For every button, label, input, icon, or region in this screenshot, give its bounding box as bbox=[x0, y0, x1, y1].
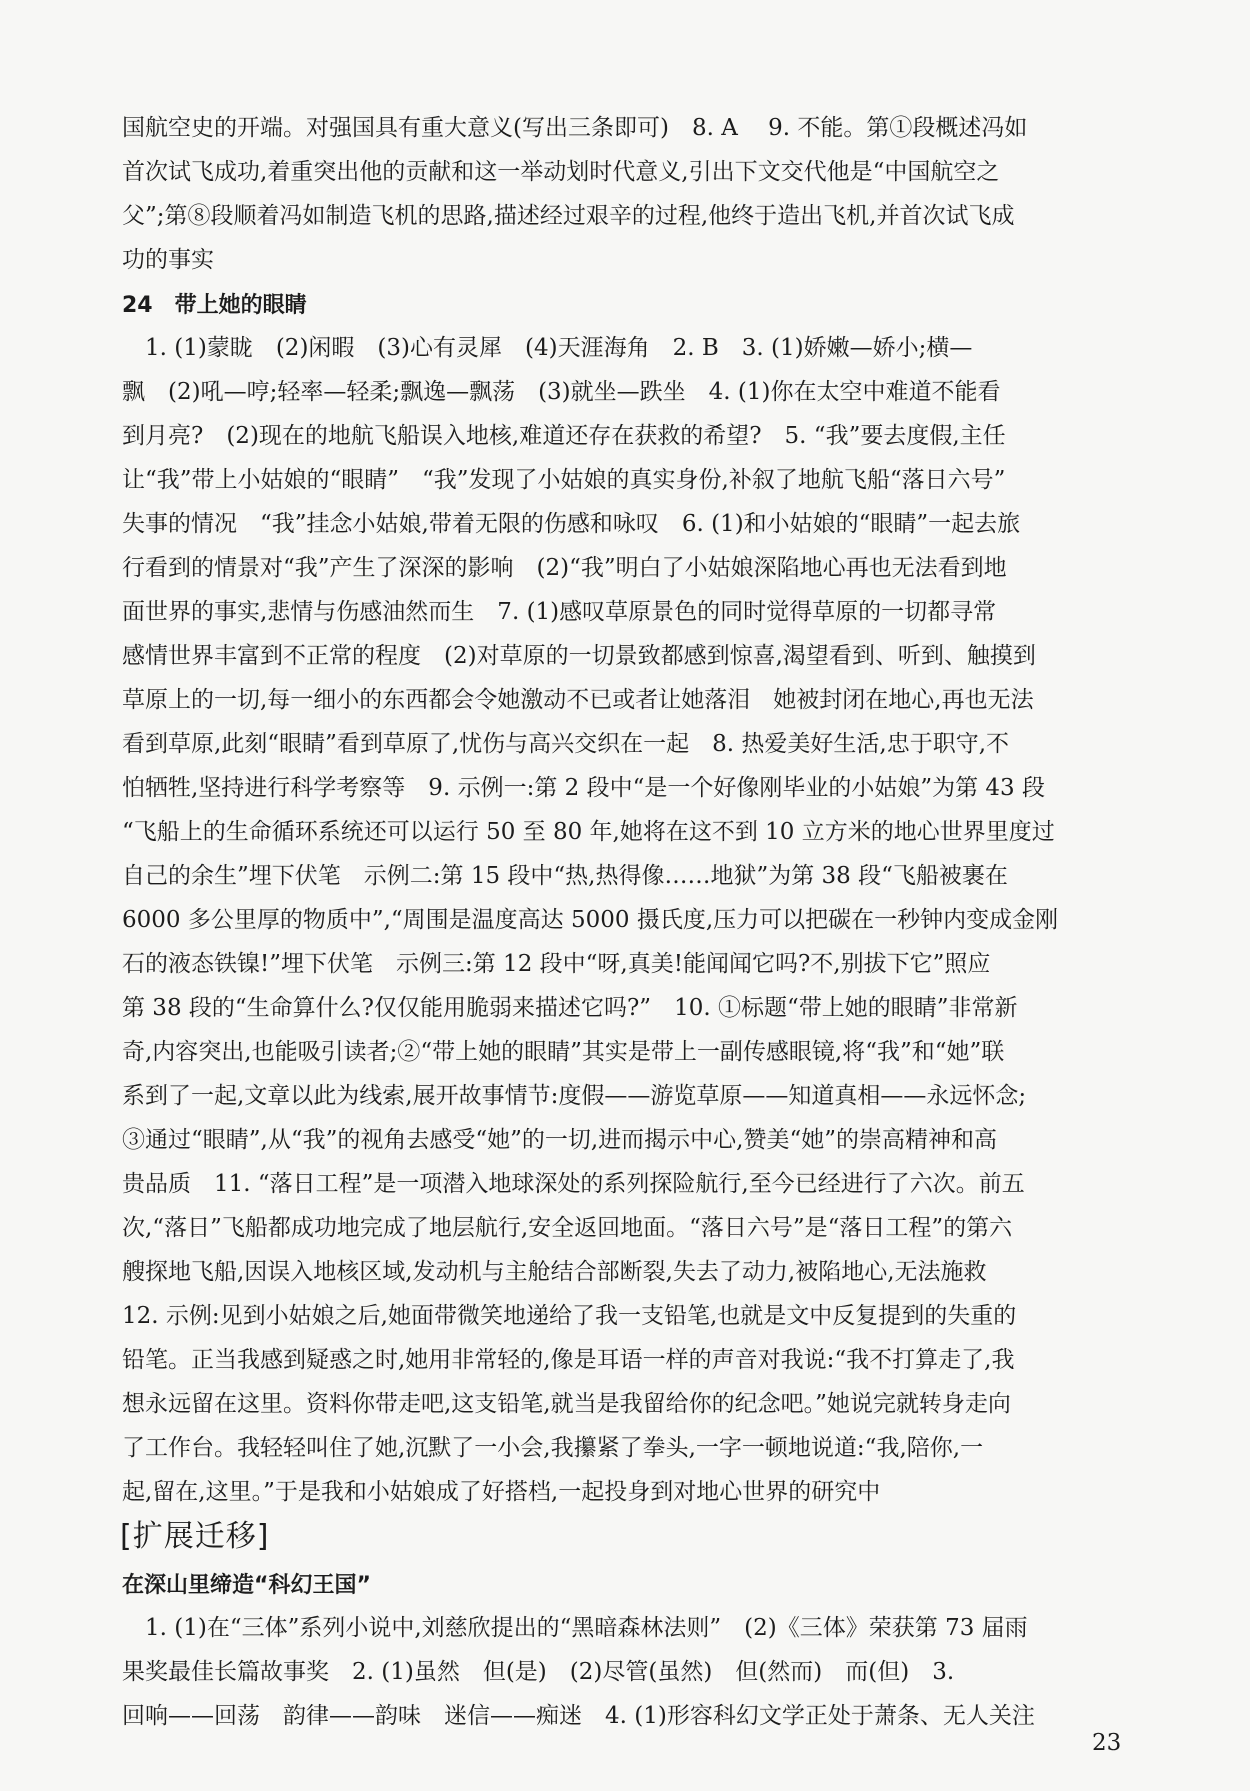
lesson-line-26: 了工作台。我轻轻叫住了她,沉默了一小会,我攥紧了拳头,一字一顿地说道:“我,陪你,一 bbox=[122, 1435, 984, 1461]
lesson-line-23: 12. 示例:见到小姑娘之后,她面带微笑地递给了我一支铅笔,也就是文中反复提到的失重的 bbox=[122, 1303, 1017, 1329]
lesson-line-24: 铅笔。正当我感到疑惑之时,她用非常轻的,像是耳语一样的声音对我说:“我不打算走了,我 bbox=[122, 1347, 1015, 1373]
lesson-line-2: 飘 (2)吼—哼;轻率—轻柔;飘逸—飘荡 (3)就坐—跌坐 4. (1)你在太空中难道不能看 bbox=[122, 379, 1001, 405]
lesson-line-25: 想永远留在这里。资料你带走吧,这支铅笔,就当是我留给你的纪念吧。”她说完就转身走向 bbox=[122, 1391, 1011, 1417]
intro-line-3: 父”;第⑧段顺着冯如制造飞机的思路,描述经过艰辛的过程,他终于造出飞机,并首次试飞成 bbox=[122, 203, 1015, 229]
lesson-line-27: 起,留在,这里。”于是我和小姑娘成了好搭档,一起投身到对地心世界的研究中 bbox=[122, 1479, 881, 1505]
intro-line-4: 功的事实 bbox=[122, 247, 214, 273]
lesson-line-6: 行看到的情景对“我”产生了深深的影响 (2)“我”明白了小姑娘深陷地心再也无法看到地 bbox=[122, 555, 1007, 581]
lesson-line-10: 看到草原,此刻“眼睛”看到草原了,忧伤与高兴交织在一起 8. 热爱美好生活,忠于职守,不 bbox=[122, 731, 1010, 757]
lesson-line-22: 艘探地飞船,因误入地核区域,发动机与主舱结合部断裂,失去了动力,被陷地心,无法施救 bbox=[122, 1259, 987, 1285]
page-number: 23 bbox=[1092, 1730, 1122, 1756]
intro-line-1: 国航空史的开端。对强国具有重大意义(写出三条即可) 8. A 9. 不能。第①段概述冯如 bbox=[122, 115, 1028, 141]
intro-line-2: 首次试飞成功,着重突出他的贡献和这一举动划时代意义,引出下文交代他是“中国航空之 bbox=[122, 159, 1000, 185]
lesson-line-3: 到月亮? (2)现在的地航飞船误入地核,难道还存在获救的希望? 5. “我”要去度假,主任 bbox=[122, 423, 1006, 449]
lesson-line-20: 贵品质 11. “落日工程”是一项潜入地球深处的系列探险航行,至今已经进行了六次。前五 bbox=[122, 1171, 1025, 1197]
lesson-line-17: 奇,内容突出,也能吸引读者;②“带上她的眼睛”其实是带上一副传感眼镜,将“我”和“她”联 bbox=[122, 1039, 1005, 1065]
extension-line-2: 果奖最佳长篇故事奖 2. (1)虽然 但(是) (2)尽管(虽然) 但(然而) 而(但) 3. bbox=[122, 1659, 955, 1685]
lesson-line-19: ③通过“眼睛”,从“我”的视角去感受“她”的一切,进而揭示中心,赞美“她”的崇高精神和高 bbox=[122, 1127, 997, 1153]
lesson-heading: 24 带上她的眼睛 bbox=[122, 293, 307, 318]
lesson-line-7: 面世界的事实,悲情与伤感油然而生 7. (1)感叹草原景色的同时觉得草原的一切都寻常 bbox=[122, 599, 997, 625]
extension-line-1: 1. (1)在“三体”系列小说中,刘慈欣提出的“黑暗森林法则” (2)《三体》荣获第 73 届雨 bbox=[122, 1615, 1028, 1641]
lesson-line-16: 第 38 段的“生命算什么?仅仅能用脆弱来描述它吗?” 10. ①标题“带上她的眼睛”非常新 bbox=[122, 995, 1018, 1021]
lesson-line-9: 草原上的一切,每一细小的东西都会令她激动不已或者让她落泪 她被封闭在地心,再也无法 bbox=[122, 687, 1034, 713]
extension-line-3: 回响——回荡 韵律——韵味 迷信——痴迷 4. (1)形容科幻文学正处于萧条、无人关注 bbox=[122, 1703, 1035, 1729]
lesson-line-18: 系到了一起,文章以此为线索,展开故事情节:度假——游览草原——知道真相——永远怀念; bbox=[122, 1083, 1027, 1109]
lesson-line-11: 怕牺牲,坚持进行科学考察等 9. 示例一:第 2 段中“是一个好像刚毕业的小姑娘”为第 43 段 bbox=[122, 775, 1045, 801]
lesson-line-15: 石的液态铁镍!”埋下伏笔 示例三:第 12 段中“呀,真美!能闻闻它吗?不,别拔下它”照应 bbox=[122, 951, 991, 977]
lesson-line-1: 1. (1)蒙眬 (2)闲暇 (3)心有灵犀 (4)天涯海角 2. B 3. (1)娇嫩—娇小;横— bbox=[122, 335, 973, 361]
lesson-line-12: “飞船上的生命循环系统还可以运行 50 至 80 年,她将在这不到 10 立方米的地心世界里度过 bbox=[122, 819, 1055, 845]
lesson-line-5: 失事的情况 “我”挂念小姑娘,带着无限的伤感和咏叹 6. (1)和小姑娘的“眼睛”一起去旅 bbox=[122, 511, 1021, 537]
lesson-line-8: 感情世界丰富到不正常的程度 (2)对草原的一切景致都感到惊喜,渴望看到、听到、触摸到 bbox=[122, 643, 1036, 669]
lesson-line-14: 6000 多公里厚的物质中”,“周围是温度高达 5000 摄氏度,压力可以把碳在一秒钟内变成金刚 bbox=[122, 907, 1059, 933]
section-title: [扩展迁移] bbox=[120, 1519, 270, 1554]
lesson-line-21: 次,“落日”飞船都成功地完成了地层航行,安全返回地面。“落日六号”是“落日工程”的第六 bbox=[122, 1215, 1013, 1241]
lesson-line-13: 自己的余生”埋下伏笔 示例二:第 15 段中“热,热得像……地狱”为第 38 段“飞船被裹在 bbox=[122, 863, 1008, 889]
sub-heading: 在深山里缔造“科幻王国” bbox=[122, 1573, 371, 1598]
lesson-line-4: 让“我”带上小姑娘的“眼睛” “我”发现了小姑娘的真实身份,补叙了地航飞船“落日六号” bbox=[122, 467, 1006, 493]
